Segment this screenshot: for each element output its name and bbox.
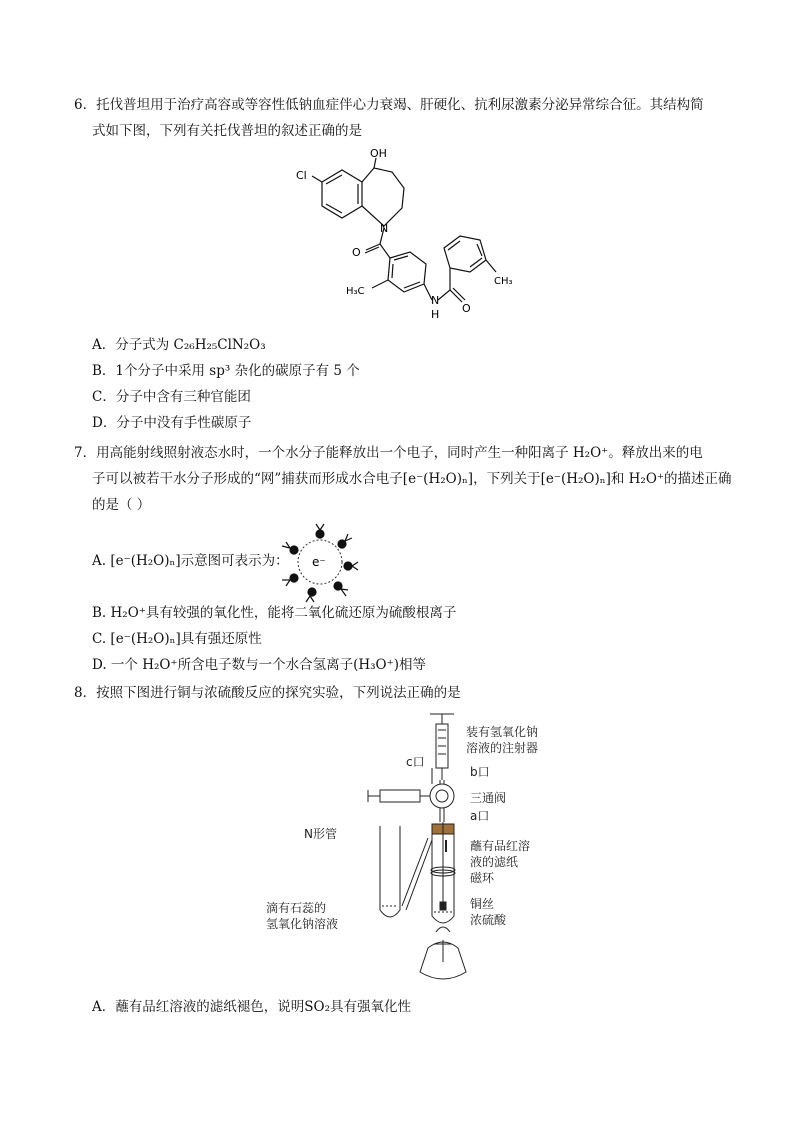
hydrated-electron-diagram [278, 520, 362, 604]
label-acid: 浓硫酸 [470, 913, 507, 927]
q8-option-a: A．蘸有品红溶液的滤纸褪色，说明SO₂具有强氧化性 [92, 999, 411, 1015]
label-ring: 磁环 [470, 871, 495, 885]
label-ch3-left: H₃C [346, 286, 365, 297]
q8-stem: 8．按照下图进行铜与浓硫酸反应的探究实验，下列说法正确的是 [74, 685, 461, 701]
q6-option-d: D．分子中没有手性碳原子 [92, 415, 252, 431]
label-valve: 三通阀 [470, 791, 507, 805]
q6-option-b: B．1个分子中采用 sp³ 杂化的碳原子有 5 个 [92, 363, 360, 379]
electron-label: e⁻ [312, 555, 326, 569]
q7-stem-line3: 的是（ ） [92, 497, 151, 513]
q6-option-c: C．分子中含有三种官能团 [92, 389, 251, 405]
label-c-port: c口 [406, 755, 425, 769]
label-nh-h: H [431, 308, 440, 321]
label-naoh-2: 氢氧化钠溶液 [266, 917, 339, 931]
label-b-port: b口 [470, 765, 490, 779]
label-o: O [352, 246, 361, 259]
label-syringe-2: 溶液的注射器 [466, 741, 539, 755]
q7-option-d: D. 一个 H₂O⁺所含电子数与一个水合氢离子(H₃O⁺)相等 [92, 657, 427, 673]
tolvaptan-structure [290, 148, 520, 328]
label-n: N [380, 222, 389, 235]
label-wire: 铜丝 [470, 897, 495, 911]
q7-stem-line2: 子可以被若干水分子形成的“网”捕获而形成水合电子[e⁻(H₂O)ₙ]，下列关于[e⁻(H₂O)ₙ]和 H₂O⁺的描述正确 [92, 471, 732, 487]
label-n-tube: N形管 [304, 827, 337, 841]
q7-option-b: B. H₂O⁺具有较强的氧化性，能将二氧化硫还原为硫酸根离子 [92, 605, 457, 621]
label-a-port: a口 [470, 809, 490, 823]
copper-sulfuric-apparatus [260, 710, 560, 990]
label-nh-n: N [431, 294, 440, 307]
label-ch3-right: CH₃ [494, 276, 513, 287]
label-cl: Cl [296, 169, 307, 182]
q6-option-a: A．分子式为 C₂₆H₂₅ClN₂O₃ [92, 337, 266, 353]
label-o2: O [462, 302, 471, 315]
q6-stem-line2: 式如下图，下列有关托伐普坦的叙述正确的是 [92, 123, 362, 139]
label-paper-1: 蘸有品红溶 [470, 839, 531, 853]
q7-stem-line1: 7．用高能射线照射液态水时，一个水分子能释放出一个电子，同时产生一种阳离子 H₂O⁺。释放出来的电 [74, 445, 703, 461]
label-paper-2: 液的滤纸 [470, 855, 519, 869]
label-oh: OH [370, 148, 387, 160]
label-naoh-1: 滴有石蕊的 [266, 901, 327, 915]
label-syringe-1: 装有氢氧化钠 [466, 725, 539, 739]
q7-option-a: A. [e⁻(H₂O)ₙ]示意图可表示为： [92, 553, 289, 569]
q7-option-c: C. [e⁻(H₂O)ₙ]具有强还原性 [92, 631, 262, 647]
q6-stem-line1: 6．托伐普坦用于治疗高容或等容性低钠血症伴心力衰竭、肝硬化、抗利尿激素分泌异常综合征。其结构简 [74, 97, 704, 113]
